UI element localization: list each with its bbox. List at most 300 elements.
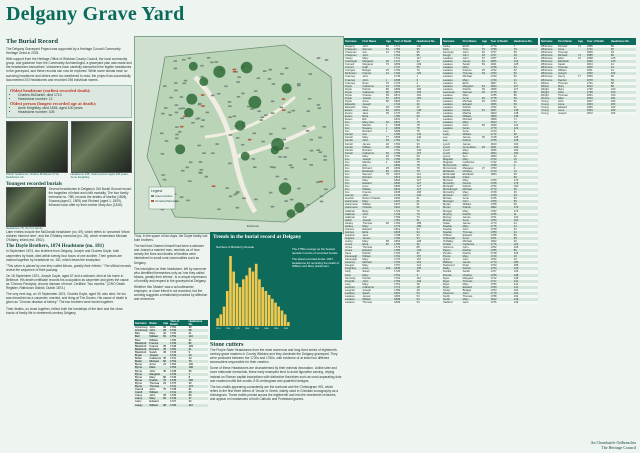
table-cell: Jones	[344, 243, 361, 246]
table-cell: 106	[513, 243, 538, 246]
grave-marker	[164, 107, 168, 109]
burial-record-heading: The Burial Record	[6, 38, 58, 45]
grave-marker	[263, 70, 267, 72]
table-cell: 1790	[489, 75, 512, 78]
table-cell: 54	[416, 292, 440, 295]
table-cell: Rachel	[462, 249, 481, 252]
register-table-2	[442, 38, 538, 304]
table-cell: 1783	[489, 167, 512, 170]
table-cell: Cath	[361, 66, 384, 69]
table-cell: 35	[513, 188, 538, 191]
table-cell: Charles	[462, 170, 481, 173]
table-cell: Mary	[361, 240, 384, 243]
grave-marker	[278, 156, 282, 158]
grave-marker	[264, 114, 268, 116]
table-cell: 1849	[489, 124, 512, 127]
grave-marker	[236, 207, 240, 209]
table-cell: 18	[416, 283, 440, 286]
grave-marker	[285, 147, 289, 149]
table-cell: 15	[513, 158, 538, 161]
map-legend-item: Grave Numbers	[155, 195, 173, 198]
table-cell: Kavanagh	[344, 258, 361, 261]
table-cell: Catherine	[361, 91, 384, 94]
table-cell: John	[148, 394, 162, 397]
table-cell: Joseph	[557, 112, 577, 115]
table-cell: Hurley	[344, 240, 361, 243]
table-cell: Patrick	[462, 106, 481, 109]
table-cell: 69	[416, 158, 440, 161]
table-cell: William	[557, 69, 577, 72]
table-cell: Ellen	[462, 164, 481, 167]
table-cell: 1758	[393, 155, 415, 158]
table-cell: John	[462, 292, 481, 295]
table-cell: Samuel	[361, 48, 384, 51]
table-cell: 21	[481, 109, 490, 112]
table-cell: 1769	[489, 79, 512, 82]
table-cell: 1838	[393, 191, 415, 194]
table-cell: Samuel	[462, 91, 481, 94]
table-cell: 26	[513, 240, 538, 243]
table-cell: 1834	[489, 85, 512, 88]
table-cell: 12	[513, 170, 538, 173]
table-cell: McCormick	[442, 167, 462, 170]
table-cell: 98	[416, 270, 440, 273]
grave-marker	[317, 57, 321, 59]
table-cell: McDaniel	[442, 170, 462, 173]
table-cell: Wynne	[540, 97, 557, 100]
grave-marker	[199, 161, 203, 163]
table-cell: 1845	[393, 267, 415, 270]
table-cell: 1801	[393, 109, 415, 112]
table-cell: Blackford	[134, 351, 148, 354]
table-cell: Garvey	[344, 194, 361, 197]
grave-marker	[181, 170, 185, 172]
table-cell: 1746	[393, 194, 415, 197]
table-cell: Lee	[442, 139, 462, 142]
table-cell: Mary	[462, 66, 481, 69]
grave-marker	[290, 167, 294, 169]
table-cell: 162	[513, 292, 538, 295]
table-cell: Cranney	[344, 75, 361, 78]
table-cell: 54	[416, 295, 440, 298]
grave-marker	[233, 71, 237, 73]
table-cell: 28	[162, 329, 169, 332]
table-cell: Lawless	[442, 82, 462, 85]
table-cell: 1802	[586, 66, 610, 69]
table-cell: O'Donnell	[442, 237, 462, 240]
grave-marker	[297, 83, 301, 85]
table-cell: 1727	[169, 400, 187, 403]
heritage-council-logo	[591, 440, 636, 450]
table-cell: 33	[416, 139, 440, 142]
grave-marker	[325, 59, 329, 61]
table-cell: Colclough	[344, 60, 361, 63]
table-cell: 79	[385, 82, 393, 85]
table-cell: John	[462, 51, 481, 54]
table-cell: 32	[416, 60, 440, 63]
table-cell: 44	[610, 66, 636, 69]
grave-marker	[233, 115, 237, 117]
chart-tick-label: 1740	[225, 328, 231, 330]
grave-marker	[201, 94, 205, 96]
grave-marker	[324, 188, 328, 190]
grave-marker	[306, 130, 310, 132]
table-cell: 149	[513, 301, 538, 304]
grave-marker	[184, 80, 188, 82]
table-cell: Fox	[344, 127, 361, 130]
table-cell: Catherine	[462, 161, 481, 164]
table-cell: 80	[385, 100, 393, 103]
grave-marker	[254, 199, 257, 201]
table-cell: Mary	[361, 200, 384, 203]
tree-icon	[287, 209, 296, 218]
table-cell: Francis	[462, 69, 481, 72]
table-cell: 89	[610, 45, 636, 48]
table-cell: Pender	[442, 252, 462, 255]
table-cell: 1713	[489, 170, 512, 173]
table-cell: 58	[610, 85, 636, 88]
table-cell: 78	[416, 161, 440, 164]
grave-marker	[188, 180, 192, 182]
table-cell: Farrell	[344, 149, 361, 152]
table-cell: 2	[513, 164, 538, 167]
table-cell: 128	[513, 136, 538, 139]
table-row	[344, 301, 440, 304]
table-cell: 181	[416, 97, 440, 100]
table-cell: Hopkins	[344, 234, 361, 237]
table-cell: Mary	[462, 210, 481, 213]
table-cell: 78	[416, 130, 440, 133]
grave-marker	[201, 105, 205, 107]
tree-icon	[282, 83, 292, 93]
table-cell: Richard	[557, 54, 577, 57]
table-cell: 1781	[169, 348, 187, 351]
table-cell: Hackmann	[344, 200, 361, 203]
table-cell: 1831	[393, 118, 415, 121]
table-cell	[385, 301, 393, 304]
table-cell: Young	[540, 103, 557, 106]
table-cell: 62	[162, 397, 169, 400]
grave-marker	[268, 78, 272, 80]
table-cell: Young	[540, 100, 557, 103]
grave-marker	[280, 107, 284, 109]
grave-marker	[237, 96, 241, 98]
table-cell: 121	[416, 264, 440, 267]
table-cell: Chapman	[344, 51, 361, 54]
grave-marker	[318, 137, 322, 139]
table-cell: 1782	[489, 210, 512, 213]
table-cell: 84	[481, 63, 490, 66]
table-cell: Evans	[344, 118, 361, 121]
table-cell: 1810	[586, 97, 610, 100]
table-cell: Fox	[344, 164, 361, 167]
table-cell: McGrath	[442, 185, 462, 188]
table-cell: 1811	[586, 69, 610, 72]
table-cell: James	[462, 60, 481, 63]
table-cell: 1785	[489, 249, 512, 252]
table-cell: Doyle	[344, 97, 361, 100]
table-cell: 138	[513, 274, 538, 277]
table-cell: Armstrong	[135, 329, 148, 333]
tree-icon	[294, 202, 304, 212]
table-cell: 33	[416, 143, 440, 146]
table-cell: Edward	[557, 106, 577, 109]
table-cell: Evans	[344, 109, 361, 112]
table-cell: 1760	[393, 106, 415, 109]
table-cell: Whitmore	[540, 60, 557, 63]
grave-marker	[310, 150, 314, 152]
table-cell: Charles	[462, 274, 481, 277]
grave-marker	[233, 194, 237, 196]
table-cell: Sarah	[361, 292, 384, 295]
table-cell: Byrne	[134, 370, 148, 373]
table-cell: 1841	[489, 63, 512, 66]
table-cell: Byrne	[134, 373, 148, 376]
table-cell: James	[462, 143, 481, 146]
table-cell: Dennis	[462, 182, 481, 185]
grave-marker	[163, 179, 167, 181]
table-cell: Lynch	[442, 146, 462, 149]
table-cell: Anne	[557, 48, 577, 51]
grave-marker	[186, 200, 190, 202]
table-cell: Thomas	[361, 246, 384, 249]
table-cell: Whitmore	[540, 48, 557, 51]
table-cell: 1762	[393, 143, 415, 146]
table-cell: 100	[385, 267, 393, 270]
table-cell: 1830	[586, 72, 610, 75]
table-cell: 68	[162, 326, 169, 329]
table-cell: 69	[416, 115, 440, 118]
table-cell: 1746	[169, 376, 187, 379]
table-cell: Bryan	[134, 354, 148, 357]
chart-bar	[287, 322, 290, 326]
tree-icon	[184, 108, 194, 118]
table-cell: 1827	[586, 100, 610, 103]
table-cell: 100	[513, 185, 538, 188]
table-cell: 3	[416, 274, 440, 277]
table-cell: 127	[416, 179, 440, 182]
table-cell: 181	[610, 97, 636, 100]
table-cell: 1808	[393, 136, 415, 139]
table-cell: Anne	[361, 185, 384, 188]
grave-marker	[285, 67, 289, 69]
table-cell: Lawless	[442, 103, 462, 106]
table-cell: 78	[416, 127, 440, 130]
table-cell: Byrne	[134, 376, 148, 379]
grave-marker	[228, 116, 232, 118]
table-cell: 1789	[489, 179, 512, 182]
table-cell: 1789	[489, 231, 512, 234]
table-cell: Smith	[442, 298, 462, 301]
table-cell: 1761	[489, 216, 512, 219]
table-cell: Lawless	[442, 69, 462, 72]
table-cell: Hickey	[344, 225, 361, 228]
table-cell: John	[462, 194, 481, 197]
table-cell: 1770	[489, 188, 512, 191]
table-cell: Lawless	[442, 60, 462, 63]
table-cell: 44	[513, 222, 538, 225]
table-cell: John	[148, 388, 162, 391]
grave-marker	[284, 200, 288, 202]
table-cell: 1836	[489, 149, 512, 152]
table-cell: 1770	[393, 112, 415, 115]
table-cell: William	[462, 133, 481, 136]
table-cell: 55	[416, 66, 440, 69]
table-cell: Whitmore	[540, 51, 557, 54]
table-cell: 109	[416, 63, 440, 66]
grave-marker	[272, 83, 276, 85]
column-header: First Name	[557, 38, 577, 45]
table-cell: 1720	[169, 363, 187, 366]
table-cell: James	[462, 136, 481, 139]
table-cell: 1776	[393, 82, 415, 85]
table-cell: 1782	[489, 106, 512, 109]
table-cell: Chapman	[344, 48, 361, 51]
table-cell: Edward	[462, 234, 481, 237]
table-cell: 52	[513, 75, 538, 78]
table-cell: Edward	[148, 400, 162, 403]
grave-marker	[323, 155, 327, 157]
grave-marker	[174, 82, 178, 84]
table-cell: 44	[610, 63, 636, 66]
grave-marker	[212, 185, 216, 187]
table-cell: 35	[162, 357, 169, 360]
table-cell: 1833	[586, 103, 610, 106]
table-cell: 25	[481, 69, 490, 72]
table-cell: 94	[416, 228, 440, 231]
chart-bar	[271, 299, 274, 326]
table-cell: 69	[416, 155, 440, 158]
grave-marker	[211, 152, 215, 154]
table-cell: 1808	[393, 298, 415, 301]
chart-tick-label: 1770	[235, 328, 240, 330]
table-cell: Halloran	[344, 216, 361, 219]
table-cell: 78	[416, 124, 440, 127]
table-cell: 1809	[393, 167, 415, 170]
table-cell: 74	[577, 54, 586, 57]
table-cell: Lynch	[442, 149, 462, 152]
table-cell: 1859	[489, 115, 512, 118]
table-cell: Mary	[361, 274, 384, 277]
table-cell: James	[361, 295, 384, 298]
table-cell: Anne	[557, 109, 577, 112]
table-cell: Infant	[462, 176, 481, 179]
youngest-heading: Youngest recorded burials	[6, 181, 63, 187]
table-cell: 1788	[489, 234, 512, 237]
table-cell: 1809	[393, 88, 415, 91]
table-cell: McDonald	[442, 176, 462, 179]
table-cell: 7	[513, 45, 538, 48]
table-cell: Mary	[361, 136, 384, 139]
table-cell: 40	[385, 121, 393, 124]
headstone-105-photo	[71, 121, 133, 173]
table-cell: Farrell	[344, 143, 361, 146]
table-cell: Whitmore	[540, 45, 557, 48]
grave-marker	[284, 178, 288, 180]
grave-marker	[185, 167, 189, 169]
table-cell: William	[462, 203, 481, 206]
table-cell: Elizabeth	[557, 60, 577, 63]
table-cell: 1826	[393, 100, 415, 103]
table-cell: Corrigan	[344, 69, 361, 72]
table-cell: Stafford	[442, 301, 462, 304]
table-cell: Whitmore	[540, 63, 557, 66]
table-cell: Osborne	[442, 246, 462, 249]
table-cell: Patrick	[462, 88, 481, 91]
table-cell: Bridget	[361, 69, 384, 72]
tree-icon	[186, 94, 197, 105]
table-cell: Kelly	[344, 270, 361, 273]
table-cell: 1764	[393, 277, 415, 280]
table-cell: 45	[162, 370, 169, 373]
column-header: Age	[385, 38, 393, 45]
table-cell: Eliz	[361, 118, 384, 121]
table-cell: Carroll	[134, 388, 148, 391]
table-cell: Anne	[462, 130, 481, 133]
table-cell: 52	[513, 69, 538, 72]
table-cell: 1733	[489, 158, 512, 161]
table-cell: Richard	[361, 130, 384, 133]
table-cell: Rourke	[442, 274, 462, 277]
doyle-para-2: On 18 September 1874, Joseph Doyle, aged 67 and a widower, died at his home in Bellevue. His death certificate records his occupation as carpenter and gives the cause as "Chronic Paralysis, chronic disease of heart. Certified. Two months." (GRO Death Register, Rathdown District, Dublin 1874.)	[6, 273, 129, 291]
column-header: Age	[577, 38, 586, 45]
table-cell: 1761	[489, 237, 512, 240]
grave-marker	[288, 112, 292, 114]
table-cell: Wilson	[540, 82, 557, 85]
table-cell: William	[361, 298, 384, 301]
list-item: • Charles McDaniel, died 1713	[18, 93, 128, 97]
column-header: First Name	[462, 38, 481, 45]
table-cell: 1784	[489, 72, 512, 75]
table-cell: 42	[162, 332, 169, 335]
table-cell: 44	[610, 69, 636, 72]
table-cell: 1748	[489, 136, 512, 139]
grave-marker	[175, 104, 179, 106]
table-cell: 61	[416, 206, 440, 209]
table-cell: Fox	[344, 170, 361, 173]
table-cell: William	[361, 203, 384, 206]
chart-bar	[245, 275, 248, 326]
column-header: Name	[148, 320, 162, 326]
column-header: Surname	[344, 38, 361, 45]
table-cell: Delgany	[344, 45, 361, 48]
grave-marker	[236, 81, 240, 83]
stone-cutters-heading: Stone cutters	[210, 342, 244, 348]
table-cell: 45	[481, 100, 490, 103]
table-cell: 190	[513, 146, 538, 149]
chart-bar	[216, 318, 219, 326]
table-cell: 1781	[393, 237, 415, 240]
table-cell: 1790	[169, 339, 187, 342]
table-cell: 183	[188, 345, 208, 348]
table-cell: James	[462, 222, 481, 225]
chart-bar	[284, 314, 287, 326]
table-cell: Magrath	[442, 158, 462, 161]
table-cell: 1816	[393, 176, 415, 179]
column-header: Surname	[540, 38, 557, 45]
column-header: Year of Death	[393, 38, 415, 45]
table-cell: Robert Charles	[361, 197, 384, 200]
table-cell: 1792	[489, 69, 512, 72]
table-cell: 1763	[393, 85, 415, 88]
table-cell: Doyle	[344, 88, 361, 91]
table-cell: 69	[416, 112, 440, 115]
table-cell: Wright	[540, 88, 557, 91]
table-cell: Thomas	[462, 280, 481, 283]
table-cell: 1750	[169, 326, 187, 329]
table-cell: Samuel	[361, 173, 384, 176]
register-table-1	[344, 38, 440, 304]
